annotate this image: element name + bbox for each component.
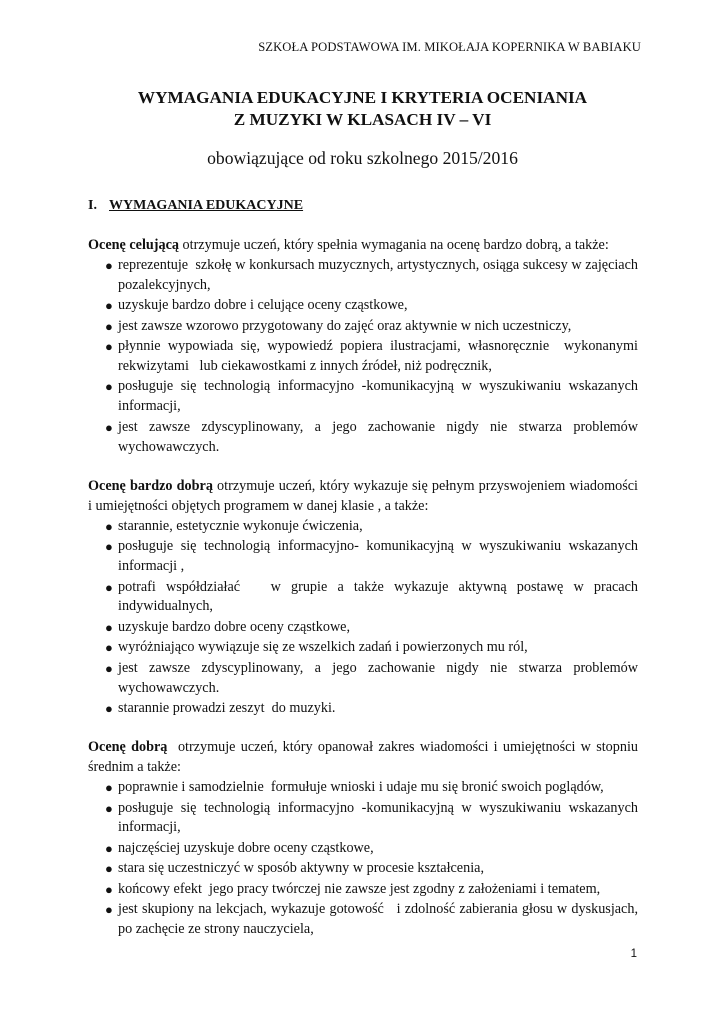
requirement-text: posługuje się technologią informacyjno -komunikacyjną w wyszukiwaniu wskazanych informacji, — [118, 378, 642, 415]
requirement-item — [88, 699, 638, 719]
bullet-icon: ● — [105, 902, 113, 918]
bullet-icon: ● — [105, 640, 113, 656]
section-spacer — [88, 458, 638, 477]
page-number: 1 — [630, 948, 637, 960]
requirement-item — [88, 256, 646, 296]
grade-intro — [88, 738, 642, 778]
requirement-item — [88, 778, 638, 798]
section-spacer — [88, 719, 638, 738]
bullet-icon: ● — [105, 318, 113, 334]
grade-intro — [88, 477, 642, 517]
requirement-text: reprezentuje szkołę w konkursach muzycznych, artystycznych, osiąga sukcesy w zajęciach pozalekcyjnych, — [118, 256, 646, 293]
requirement-text: posługuje się technologią informacyjno -komunikacyjną w wyszukiwaniu wskazanych informacji, — [118, 799, 642, 836]
grade-intro-text: otrzymuje uczeń, który wykazuje się pełnym przyswojeniem wiadomości i umiejętności objętych programem w danej klasie , a także: — [88, 477, 642, 514]
requirement-item — [88, 880, 638, 900]
requirement-text: uzyskuje bardzo dobre oceny cząstkowe, — [118, 618, 351, 635]
requirement-item — [88, 618, 638, 638]
requirement-text: stara się uczestniczyć w sposób aktywny w procesie kształcenia, — [118, 860, 484, 877]
section-title: WYMAGANIA EDUKACYJNE — [109, 198, 304, 213]
grade-name: Ocenę dobrą — [88, 739, 168, 756]
requirement-item — [88, 537, 642, 577]
requirement-item — [88, 296, 638, 316]
requirement-text: końcowy efekt jego pracy twórczej nie zawsze jest zgodny z założeniami i tematem, — [118, 880, 601, 897]
bullet-icon: ● — [105, 800, 113, 816]
requirement-text: uzyskuje bardzo dobre i celujące oceny cząstkowe, — [118, 297, 408, 314]
bullet-icon: ● — [105, 700, 113, 716]
requirement-text: płynnie wypowiada się, wypowiedź popiera ilustracjami, własnoręcznie wykonanymi rekwizytami lub ciekawostkami z innych źródeł, niż podręcznik, — [118, 338, 642, 374]
bullet-icon: ● — [105, 419, 113, 435]
requirement-item — [88, 859, 638, 879]
requirement-text: jest zawsze zdyscyplinowany, a jego zachowanie nigdy nie stwarza problemów wychowawczych. — [118, 418, 642, 455]
requirement-text: jest zawsze zdyscyplinowany, a jego zachowanie nigdy nie stwarza problemów wychowawczych. — [118, 659, 642, 696]
grade-block — [88, 738, 646, 940]
bullet-icon: ● — [105, 339, 113, 355]
grade-block — [88, 236, 646, 457]
document-subtitle: obowiązujące od roku szkolnego 2015/2016 — [207, 148, 518, 168]
requirement-item — [88, 377, 642, 417]
requirement-text: najczęściej uzyskuje dobre oceny cząstkowe, — [118, 839, 374, 856]
requirement-text: starannie, estetycznie wykonuje ćwiczenia, — [118, 517, 363, 534]
bullet-icon: ● — [105, 518, 113, 534]
requirement-text: posługuje się technologią informacyjno- komunikacyjną w wyszukiwaniu wskazanych informacji , — [118, 538, 642, 575]
bullet-icon: ● — [105, 298, 113, 314]
requirement-text: jest skupiony na lekcjach, wykazuje gotowość i zdolność zabierania głosu w dyskusjach, po zachęcie ze strony nauczyciela, — [118, 901, 646, 937]
requirement-item — [88, 900, 646, 940]
section-number: I. — [88, 198, 97, 213]
requirement-list — [88, 256, 646, 458]
grade-requirements — [88, 236, 646, 940]
bullet-icon: ● — [105, 619, 113, 635]
requirement-item — [88, 799, 642, 839]
requirement-text: wyróżniająco wywiązuje się ze wszelkich zadań i powierzonych mu ról, — [118, 639, 528, 656]
requirement-text: jest zawsze wzorowo przygotowany do zajęć oraz aktywnie w nich uczestniczy, — [118, 317, 572, 334]
bullet-icon: ● — [105, 539, 113, 555]
requirement-list — [88, 778, 646, 940]
requirement-text: starannie prowadzi zeszyt do muzyki. — [118, 699, 336, 716]
section-heading — [88, 198, 303, 214]
bullet-icon: ● — [105, 780, 113, 796]
title-line-1: WYMAGANIA EDUKACYJNE I KRYTERIA OCENIANIA — [137, 88, 588, 107]
requirement-text: poprawnie i samodzielnie formułuje wnioski i udaje mu się bronić swoich poglądów, — [118, 779, 604, 796]
requirement-item — [88, 418, 642, 458]
grade-intro — [88, 236, 638, 256]
bullet-icon: ● — [105, 257, 113, 273]
requirement-list — [88, 517, 642, 719]
requirement-item — [88, 659, 642, 699]
bullet-icon: ● — [105, 840, 113, 856]
grade-name: Ocenę bardzo dobrą — [88, 477, 213, 494]
page-header: SZKOŁA PODSTAWOWA IM. MIKOŁAJA KOPERNIKA W BABIAKU — [258, 40, 641, 54]
grade-block — [88, 477, 642, 719]
title-line-2: Z MUZYKI W KLASACH IV – VI — [233, 110, 492, 129]
requirement-text: potrafi współdziałać w grupie a także wykazuje aktywną postawę w pracach indywidualnych, — [118, 578, 642, 615]
bullet-icon: ● — [105, 881, 113, 897]
document-title — [0, 87, 725, 131]
grade-name: Ocenę celującą — [88, 237, 179, 253]
requirement-item — [88, 337, 642, 377]
requirement-item — [88, 517, 638, 537]
requirement-item — [88, 578, 642, 618]
bullet-icon: ● — [105, 861, 113, 877]
bullet-icon: ● — [105, 379, 113, 395]
bullet-icon: ● — [105, 660, 113, 676]
grade-intro-text: otrzymuje uczeń, który spełnia wymagania na ocenę bardzo dobrą, a także: — [179, 237, 609, 253]
requirement-item — [88, 839, 638, 859]
requirement-item — [88, 317, 638, 337]
grade-intro-text: otrzymuje uczeń, który opanował zakres wiadomości i umiejętności w stopniu średnim a także: — [88, 739, 642, 776]
bullet-icon: ● — [105, 579, 113, 595]
requirement-item — [88, 638, 638, 658]
